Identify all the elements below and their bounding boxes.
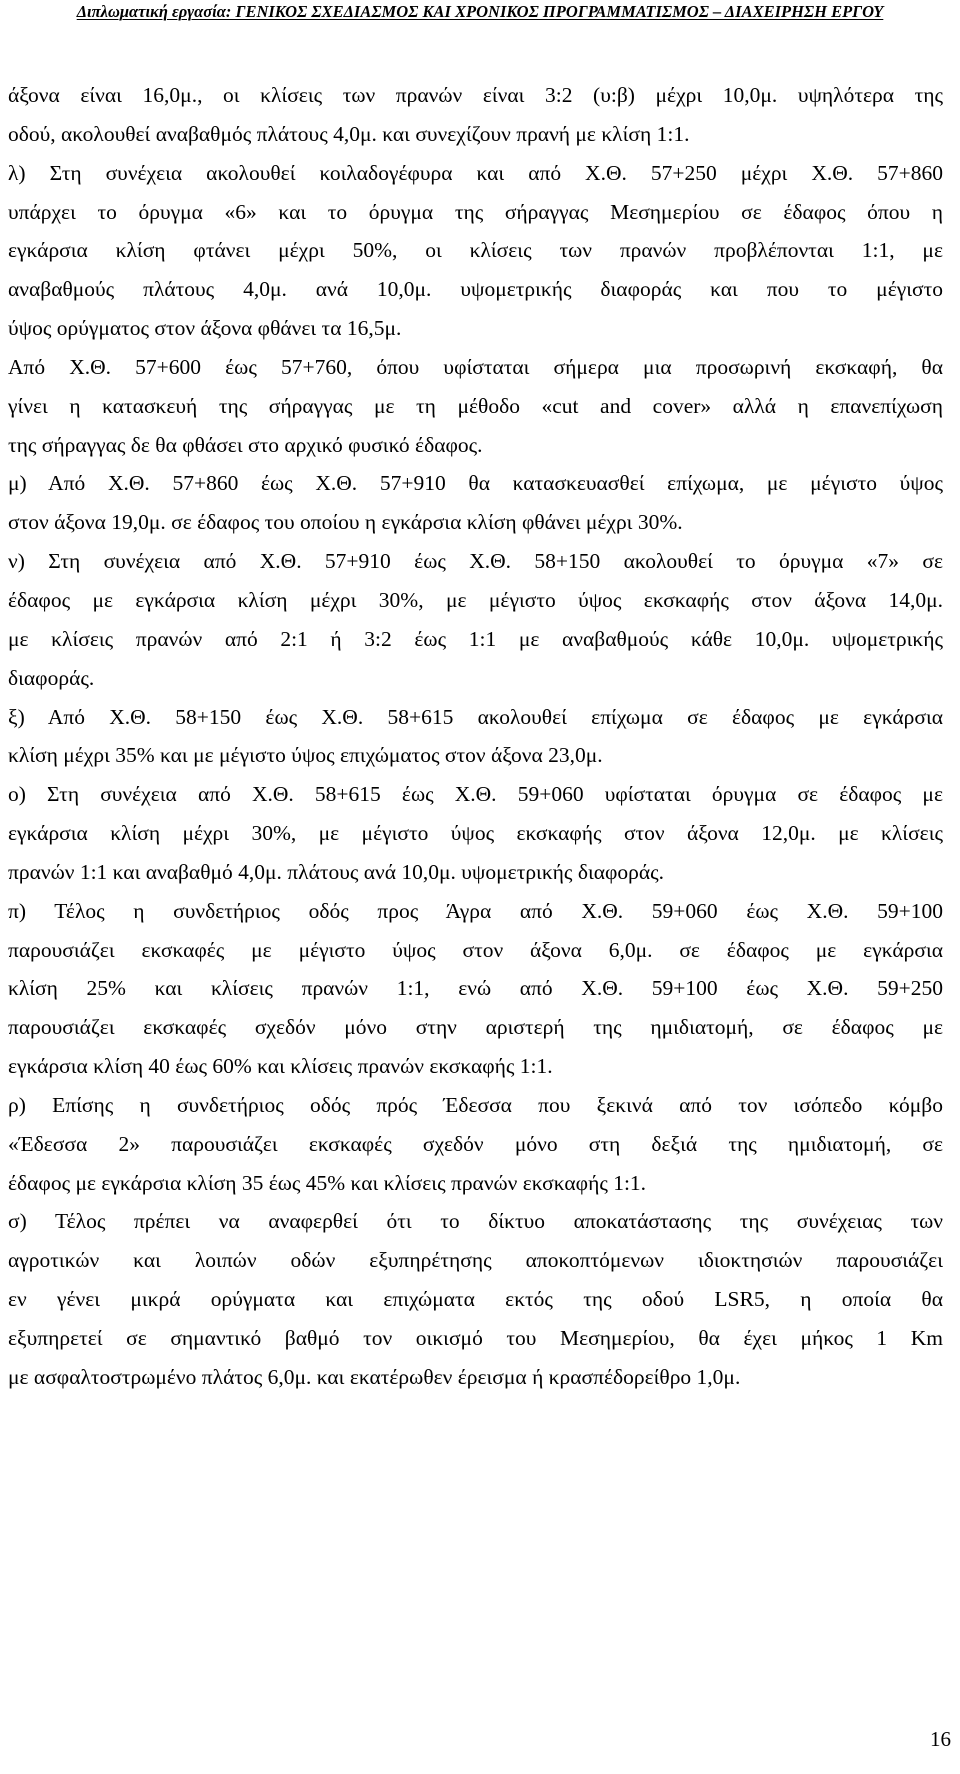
document-body (8, 76, 943, 1397)
text-line: οδού, ακολουθεί αναβαθμός πλάτους 4,0μ. και συνεχίζουν πρανή με κλίση 1:1. (8, 121, 690, 146)
text-line: αναβαθμούς πλάτους 4,0μ. ανά 10,0μ. υψομετρικής διαφοράς και που το μέγιστο (8, 277, 943, 302)
text-line: άξονα είναι 16,0μ., οι κλίσεις των πρανών είναι 3:2 (υ:β) μέχρι 10,0μ. υψηλότερα της (8, 83, 943, 107)
text-line: π) Τέλος η συνδετήριος οδός προς Άγρα από Χ.Θ. 59+060 έως Χ.Θ. 59+100 (8, 898, 943, 923)
text-line: ρ) Επίσης η συνδετήριος οδός πρός Έδεσσα που ξεκινά από τον ισόπεδο κόμβο (8, 1092, 943, 1117)
text-line: Από Χ.Θ. 57+600 έως 57+760, όπου υφίσταται σήμερα μια προσωρινή εκσκαφή, θα (8, 354, 943, 379)
text-line: κλίση 25% και κλίσεις πρανών 1:1, ενώ από Χ.Θ. 59+100 έως Χ.Θ. 59+250 (8, 976, 943, 1001)
text-line: διαφοράς. (8, 665, 95, 690)
text-line: εγκάρσια κλίση φτάνει μέχρι 50%, οι κλίσεις των πρανών προβλέπονται 1:1, με (8, 238, 943, 263)
text-line: γίνει η κατασκευή της σήραγγας με τη μέθοδο «cut and cover» αλλά η επανεπίχωση (8, 393, 943, 418)
text-line: εν γένει μικρά ορύγματα και επιχώματα εκτός της οδού LSR5, η οποία θα (8, 1287, 943, 1312)
text-line: εξυπηρετεί σε σημαντικό βαθμό τον οικισμό του Μεσημερίου, θα έχει μήκος 1 Km (8, 1326, 943, 1350)
text-line: λ) Στη συνέχεια ακολουθεί κοιλαδογέφυρα και από Χ.Θ. 57+250 μέχρι Χ.Θ. 57+860 (8, 160, 943, 185)
text-line: παρουσιάζει εκσκαφές με μέγιστο ύψος στον άξονα 6,0μ. σε έδαφος με εγκάρσια (8, 937, 943, 962)
text-line: στον άξονα 19,0μ. σε έδαφος του οποίου η εγκάρσια κλίση φθάνει μέχρι 30%. (8, 510, 683, 535)
text-line: ν) Στη συνέχεια από Χ.Θ. 57+910 έως Χ.Θ. 58+150 ακολουθεί το όρυγμα «7» σε (8, 549, 943, 574)
text-line: ο) Στη συνέχεια από Χ.Θ. 58+615 έως Χ.Θ. 59+060 υφίσταται όρυγμα σε έδαφος με (8, 782, 943, 807)
text-line: «Έδεσσα 2» παρουσιάζει εκσκαφές σχεδόν μόνο στη δεξιά της ημιδιατομή, σε (8, 1131, 943, 1156)
text-line: με ασφαλτοστρωμένο πλάτος 6,0μ. και εκατέρωθεν έρεισμα ή κρασπέδορείθρο 1,0μ. (8, 1364, 741, 1389)
text-line: εγκάρσια κλίση 40 έως 60% και κλίσεις πρανών εκσκαφής 1:1. (8, 1054, 553, 1079)
text-line: κλίση μέχρι 35% και με μέγιστο ύψος επιχώματος στον άξονα 23,0μ. (8, 743, 603, 768)
text-line: της σήραγγας δε θα φθάσει στο αρχικό φυσικό έδαφος. (8, 432, 483, 457)
text-line: μ) Από Χ.Θ. 57+860 έως Χ.Θ. 57+910 θα κατασκευασθεί επίχωμα, με μέγιστο ύψος (8, 471, 943, 496)
text-line: έδαφος με εγκάρσια κλίση 35 έως 45% και κλίσεις πρανών εκσκαφής 1:1. (8, 1170, 647, 1195)
header-title: Διπλωματική εργασία: ΓΕΝΙΚΟΣ ΣΧΕΔΙΑΣΜΟΣ ΚΑΙ ΧΡΟΝΙΚΟΣ ΠΡΟΓΡΑΜΜΑΤΙΣΜΟΣ – ΔΙΑΧΕΙΡΗΣΗ ΕΡΓΟΥ (76, 2, 884, 21)
page-number: 16 (930, 1727, 951, 1751)
text-line: έδαφος με εγκάρσια κλίση μέχρι 30%, με μέγιστο ύψος εκσκαφής στον άξονα 14,0μ. (8, 587, 943, 612)
text-line: ξ) Από Χ.Θ. 58+150 έως Χ.Θ. 58+615 ακολουθεί επίχωμα σε έδαφος με εγκάρσια (8, 704, 943, 729)
text-line: υπάρχει το όρυγμα «6» και το όρυγμα της σήραγγας Μεσημερίου σε έδαφος όπου η (8, 199, 943, 224)
text-line: με κλίσεις πρανών από 2:1 ή 3:2 έως 1:1 με αναβαθμούς κάθε 10,0μ. υψομετρικής (8, 626, 943, 651)
text-line: παρουσιάζει εκσκαφές σχεδόν μόνο στην αριστερή της ημιδιατομή, σε έδαφος με (8, 1015, 943, 1040)
page-header (0, 2, 960, 22)
text-line: ύψος ορύγματος στον άξονα φθάνει τα 16,5μ. (8, 316, 402, 341)
text-line: αγροτικών και λοιπών οδών εξυπηρέτησης αποκοπτόμενων ιδιοκτησιών παρουσιάζει (8, 1248, 943, 1273)
text-line: πρανών 1:1 και αναβαθμό 4,0μ. πλάτους ανά 10,0μ. υψομετρικής διαφοράς. (8, 859, 665, 884)
text-line: εγκάρσια κλίση μέχρι 30%, με μέγιστο ύψος εκσκαφής στον άξονα 12,0μ. με κλίσεις (8, 821, 943, 846)
text-line: σ) Τέλος πρέπει να αναφερθεί ότι το δίκτυο αποκατάστασης της συνέχειας των (8, 1209, 943, 1234)
